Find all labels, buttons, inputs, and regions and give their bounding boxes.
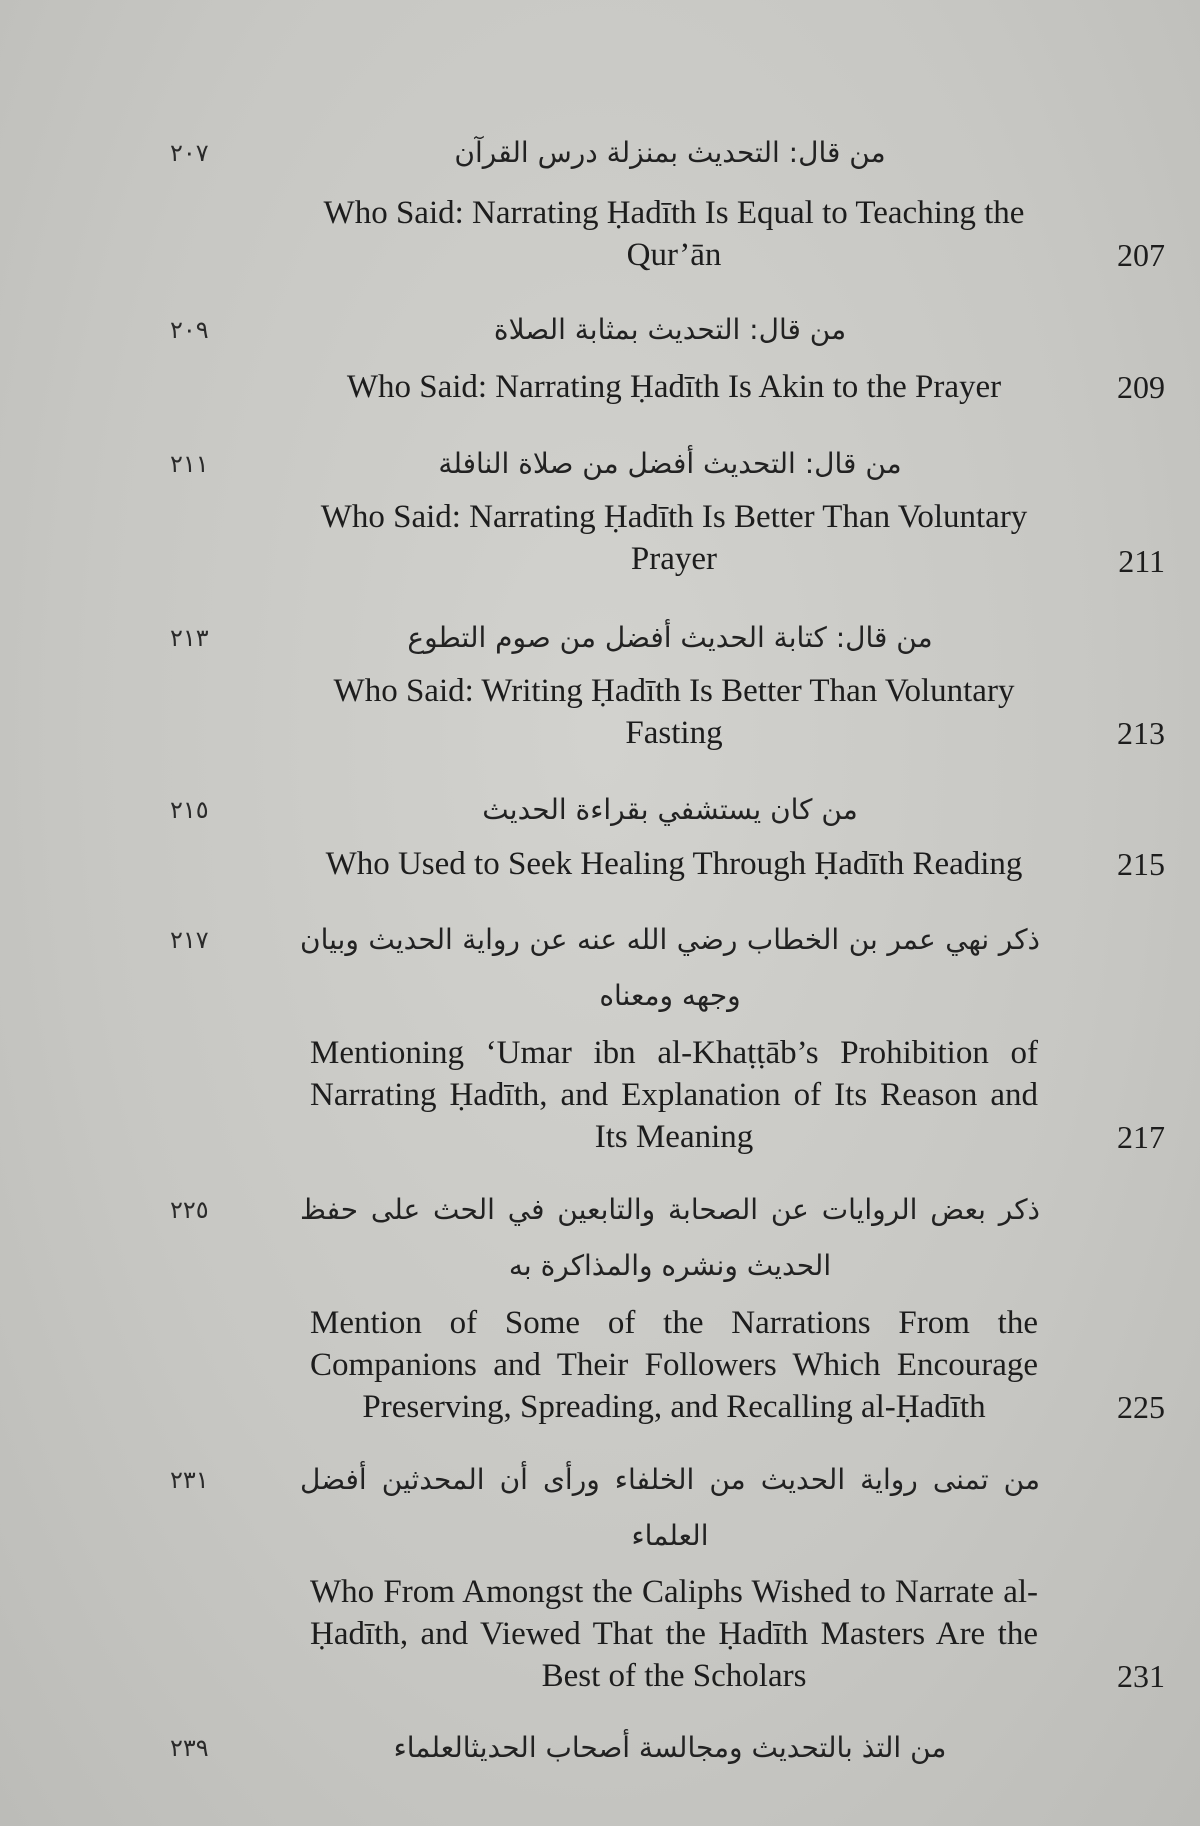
arabic-heading: من تمنى رواية الحديث من الخلفاء ورأى أن المحدثين أفضل العلماء	[300, 1463, 1040, 1552]
english-heading: Who From Amongst the Caliphs Wished to Narrate al-Ḥadīth, and Viewed That the Ḥadīth Masters Are the Best of the Scholars	[310, 1574, 1038, 1694]
english-page-number: 225	[1117, 1389, 1165, 1425]
english-heading: Who Said: Narrating Ḥadīth Is Akin to the Prayer	[346, 369, 1002, 405]
arabic-page-number: ٢٠٧	[170, 139, 209, 167]
english-heading: Who Said: Writing Ḥadīth Is Better Than Voluntary Fasting	[333, 673, 1015, 751]
arabic-heading: من قال: التحديث بمثابة الصلاة	[493, 313, 847, 346]
arabic-heading: من كان يستشفي بقراءة الحديث	[482, 793, 858, 826]
english-heading: Who Said: Narrating Ḥadīth Is Equal to Teaching the Qur’ān	[323, 195, 1025, 273]
english-heading: Mentioning ‘Umar ibn al-Khaṭṭāb’s Prohibition of Narrating Ḥadīth, and Explanation of Its Reason and Its Meaning	[310, 1035, 1038, 1155]
arabic-heading: من التذ بالتحديث ومجالسة أصحاب الحديثالعلماء	[393, 1731, 947, 1764]
english-page-number: 213	[1117, 715, 1165, 751]
arabic-heading: ذكر بعض الروايات عن الصحابة والتابعين في الحث على حفظ الحديث ونشره والمذاكرة به	[300, 1193, 1040, 1282]
arabic-page-number: ٢١٥	[170, 796, 209, 824]
english-page-number: 215	[1117, 846, 1165, 882]
english-page-number: 209	[1117, 369, 1165, 405]
english-heading: Who Used to Seek Healing Through Ḥadīth Reading	[325, 846, 1023, 882]
arabic-heading: ذكر نهي عمر بن الخطاب رضي الله عنه عن رواية الحديث وبيان وجهه ومعناه	[300, 923, 1040, 1012]
arabic-page-number: ٢١٧	[170, 926, 209, 954]
arabic-heading: من قال: كتابة الحديث أفضل من صوم التطوع	[407, 621, 933, 654]
arabic-page-number: ٢٢٥	[170, 1196, 209, 1224]
english-page-number: 211	[1118, 543, 1165, 579]
arabic-heading: من قال: التحديث أفضل من صلاة النافلة	[438, 447, 902, 480]
arabic-page-number: ٢١١	[170, 450, 209, 478]
english-page-number: 217	[1117, 1119, 1165, 1155]
english-page-number: 207	[1117, 237, 1165, 273]
arabic-page-number: ٢٣٩	[170, 1734, 209, 1762]
arabic-page-number: ٢٠٩	[170, 316, 209, 344]
english-page-number: 231	[1117, 1658, 1165, 1694]
arabic-page-number: ٢١٣	[170, 624, 209, 652]
arabic-heading: من قال: التحديث بمنزلة درس القرآن	[454, 136, 886, 169]
english-heading: Mention of Some of the Narrations From the Companions and Their Followers Which Encourage Preserving, Spreading, and Recalling al-Ḥadīth	[310, 1305, 1038, 1425]
arabic-page-number: ٢٣١	[170, 1466, 209, 1494]
english-heading: Who Said: Narrating Ḥadīth Is Better Than Voluntary Prayer	[320, 499, 1028, 577]
